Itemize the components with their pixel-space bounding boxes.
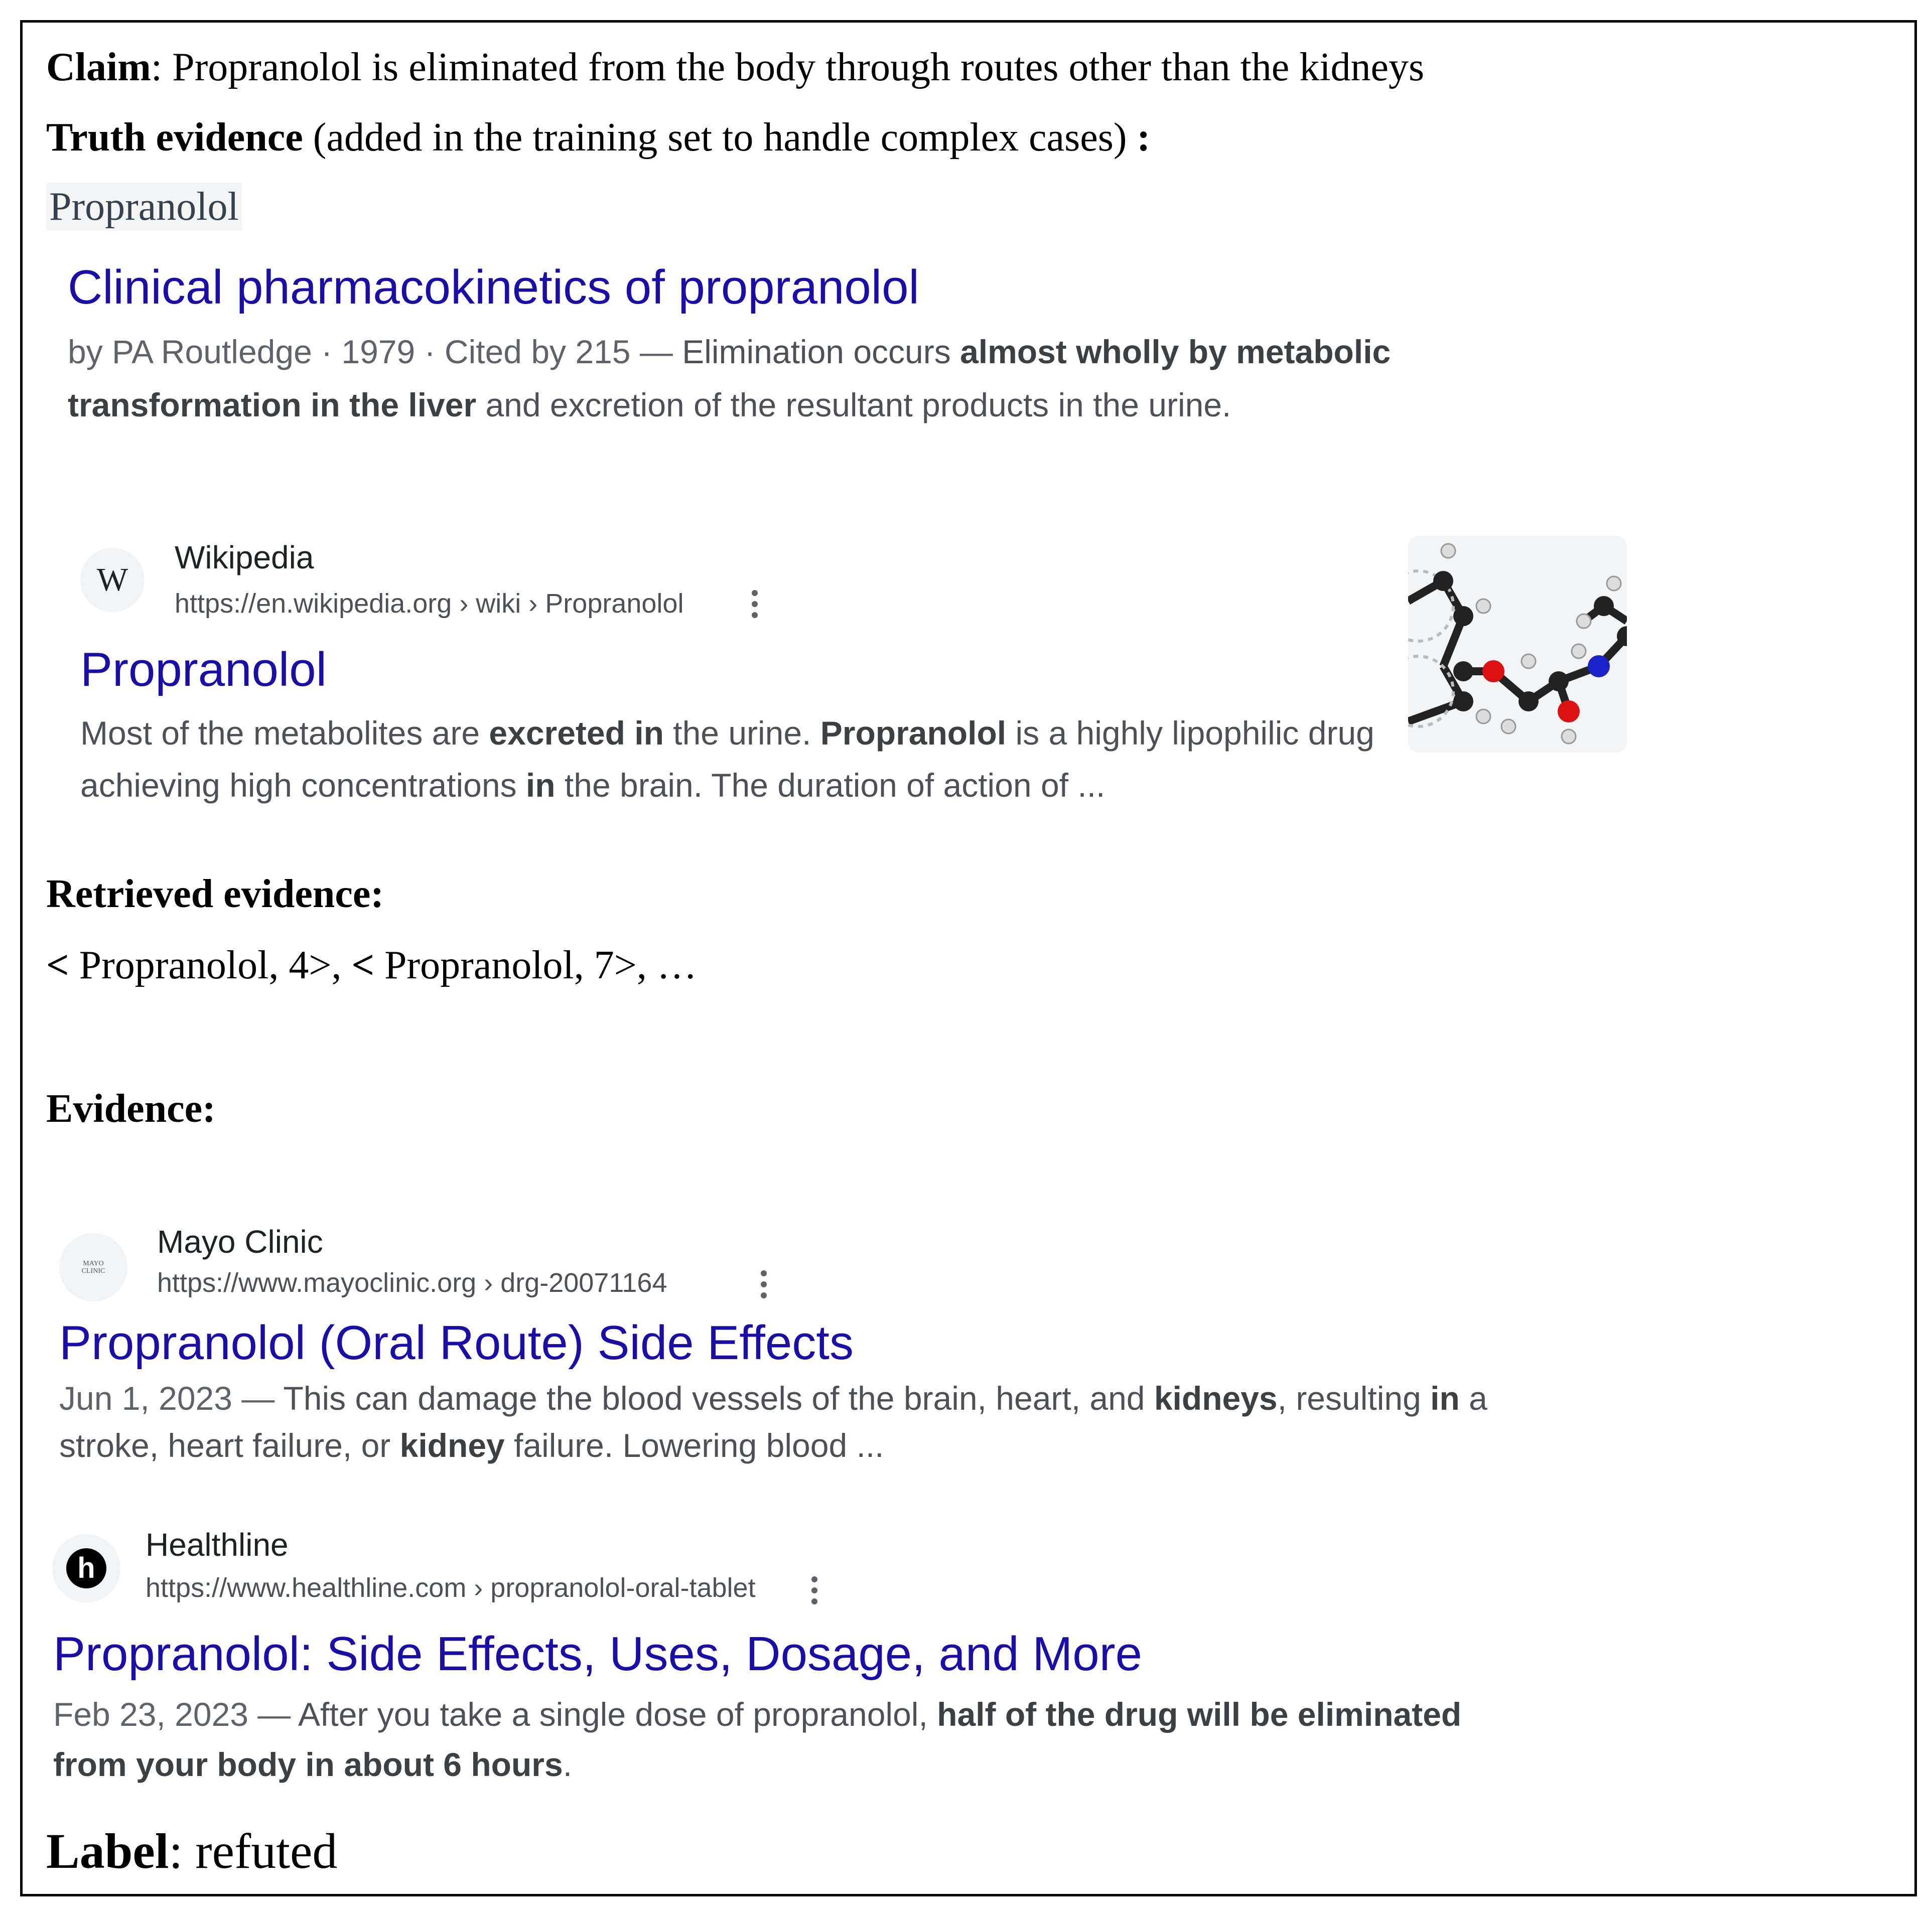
claim-text: : Propranolol is eliminated from the body through routes other than the kidneys [151, 45, 1425, 89]
retrieved-item-2: Propranolol, 7>, … [374, 943, 697, 987]
result-3-date: Jun 1, 2023 — [59, 1380, 284, 1417]
result-2-text-2a: achieving high concentrations [80, 767, 526, 804]
label-value: : refuted [169, 1823, 338, 1879]
result-2-snippet-line-2 [80, 769, 1105, 802]
result-2-title[interactable]: Propranolol [80, 643, 327, 696]
result-4-title[interactable]: Propranolol: Side Effects, Uses, Dosage, and More [53, 1627, 1143, 1681]
result-2-bold-d: Propranolol [820, 714, 1007, 752]
evidence-heading [46, 1086, 216, 1132]
result-3-bold-b: kidneys [1154, 1380, 1278, 1417]
result-2-text-e: is a highly lipophilic drug [1006, 714, 1374, 752]
result-2-bold-b: excreted in [489, 714, 664, 752]
result-1-snippet-line-1 [68, 335, 1391, 368]
result-3-text-2c: failure. Lowering blood ... [504, 1427, 884, 1464]
result-4-site: Healthline [146, 1527, 289, 1563]
result-3-text-a: This can damage the blood vessels of the brain, heart, and [283, 1380, 1154, 1417]
result-1-snippet-bold-2: transformation in the liver [68, 386, 477, 423]
evidence-label: Evidence: [46, 1087, 216, 1131]
result-3-url[interactable]: https://www.mayoclinic.org › drg-20071164 [157, 1268, 667, 1298]
claim-line [46, 44, 1424, 90]
claim-label: Claim [46, 45, 151, 89]
retrieved-evidence-heading [46, 871, 384, 917]
result-4-snippet-line-2 [53, 1748, 572, 1781]
result-2-more-icon[interactable] [751, 590, 758, 623]
result-3-text-e: a [1459, 1380, 1487, 1417]
result-4-snippet-line-1 [53, 1698, 1461, 1731]
result-3-bold-d: in [1430, 1380, 1460, 1417]
healthline-favicon-letter: h [77, 1552, 95, 1584]
result-2-text-a: Most of the metabolites are [80, 714, 489, 752]
result-3-text-2a: stroke, heart failure, or [59, 1427, 400, 1464]
result-1-snippet-c: and excretion of the resultant products in the urine. [476, 386, 1231, 423]
result-4-bold-2b: from your body in about 6 hours [53, 1746, 563, 1783]
result-3-snippet-line-1 [59, 1382, 1487, 1415]
result-3-more-icon[interactable] [760, 1270, 767, 1303]
truth-evidence-note: (added in the training set to handle complex cases) [303, 115, 1137, 160]
result-3-snippet-line-2 [59, 1429, 884, 1462]
result-3-title[interactable]: Propranolol (Oral Route) Side Effects [59, 1316, 854, 1370]
query-tag [46, 184, 242, 230]
result-2-text-2c: the brain. The duration of action of ... [555, 767, 1106, 804]
result-3-bold-2b: kidney [399, 1427, 505, 1464]
retrieved-evidence-label: Retrieved evidence: [46, 872, 384, 916]
truth-evidence-label: Truth evidence [46, 115, 303, 160]
result-2-bold-2b: in [525, 767, 556, 804]
result-3-text-c: , resulting [1277, 1380, 1431, 1417]
result-1-snippet-a: Elimination occurs [682, 333, 960, 370]
molecule-icon [1408, 536, 1627, 753]
mayo-clinic-favicon-text: MAYO CLINIC [81, 1259, 105, 1275]
result-4-more-icon[interactable] [811, 1576, 818, 1609]
result-1-title[interactable]: Clinical pharmacokinetics of propranolol [68, 260, 919, 314]
wikipedia-favicon-letter: W [96, 561, 128, 598]
retrieved-lt-1: < [46, 943, 69, 987]
molecule-thumbnail[interactable] [1408, 536, 1627, 753]
truth-evidence-colon: : [1137, 115, 1151, 160]
truth-evidence-line [46, 114, 1150, 161]
result-2-url[interactable]: https://en.wikipedia.org › wiki › Propranolol [175, 588, 684, 619]
result-1-snippet-line-2 [68, 388, 1231, 421]
wikipedia-favicon-icon [80, 548, 145, 612]
retrieved-lt-2: < [351, 943, 375, 987]
result-4-text-2c: . [563, 1746, 573, 1783]
result-4-text-a: After you take a single dose of propranolol, [298, 1696, 937, 1733]
label-key: Label [46, 1823, 169, 1879]
retrieved-evidence-list [46, 942, 697, 988]
result-1-snippet-bold-1: almost wholly by metabolic [960, 333, 1391, 370]
result-2-site: Wikipedia [175, 539, 314, 575]
result-4-date: Feb 23, 2023 — [53, 1696, 299, 1733]
query-text: Propranolol [46, 183, 242, 231]
result-2-text-c: the urine. [663, 714, 820, 752]
result-2-snippet-line-1 [80, 716, 1374, 750]
result-3-site: Mayo Clinic [157, 1224, 323, 1260]
result-4-bold-b: half of the drug will be eliminated [937, 1696, 1462, 1733]
retrieved-item-1: Propranolol, 4>, [69, 943, 352, 987]
result-1-meta: by PA Routledge · 1979 · Cited by 215 — [68, 333, 682, 370]
mayo-clinic-favicon-icon [59, 1233, 127, 1301]
label-line [46, 1823, 338, 1879]
result-4-url[interactable]: https://www.healthline.com › propranolol-oral-tablet [146, 1573, 756, 1603]
healthline-favicon-icon [52, 1534, 120, 1602]
